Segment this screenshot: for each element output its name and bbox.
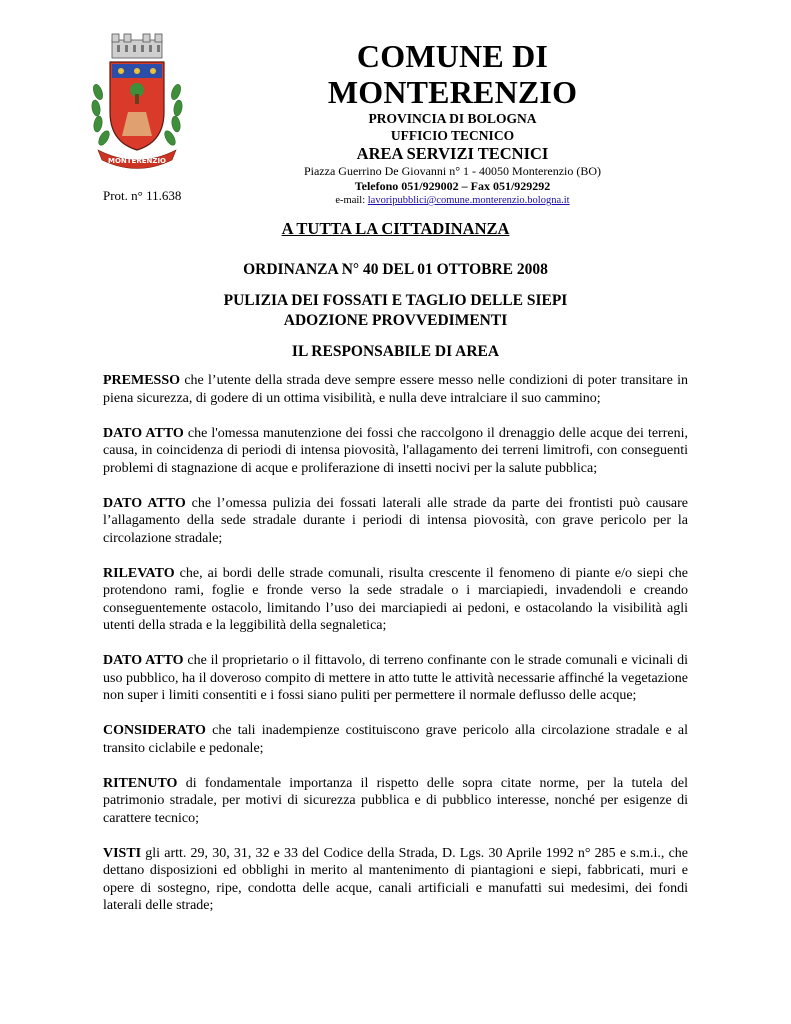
office-line: UFFICIO TECNICO xyxy=(390,128,515,143)
paragraph-lead: DATO ATTO xyxy=(103,653,184,668)
email-label: e-mail: xyxy=(335,195,368,206)
paragraph-lead: PREMESSO xyxy=(103,373,181,388)
paragraph-text: di fondamentale importanza il rispetto delle sopra citate norme, per la tutela del patrimonio stradale, per motivi di sicurezza pubblica e di pubblico interesse, nonché per esigenze di carattere tecnico; xyxy=(103,775,688,826)
paragraph-text: che l’omessa pulizia dei fossati laterali alle strade da parte dei frontisti può causare l’allagamento della sede stradale durante i periodi di intensa piovosità, con grave pericolo per la circolazione stradale; xyxy=(103,495,688,546)
ordinance-body xyxy=(103,372,688,932)
protocol-number: Prot. n° 11.638 xyxy=(103,188,182,203)
paragraph-text: gli artt. 29, 30, 31, 32 e 33 del Codice della Strada, D. Lgs. 30 Aprile 1992 n° 285 e s.m.i., che dettano disposizioni ed obblighi in merito al mantenimento di piantagioni e siepi, fabbricati, muri e opere di sostegno, ripe, condotta delle acque, canali artificiali e manufatti sui medesimi, dei fondi laterali delle strade; xyxy=(103,845,688,913)
municipality-title: COMUNE DI MONTERENZIO xyxy=(327,38,578,110)
paragraph-text: che l’utente della strada deve sempre essere messo nelle condizioni di poter transitare in piena sicurezza, di godere di un ottima visibilità, e nulla deve intralciare il suo cammino; xyxy=(103,373,688,406)
paragraph-dato-atto-1 xyxy=(103,425,688,478)
paragraph-considerato xyxy=(103,722,688,757)
paragraph-premesso xyxy=(103,372,688,407)
responsible-heading: IL RESPONSABILE DI AREA xyxy=(291,343,500,360)
letterhead xyxy=(230,38,675,208)
paragraph-visti xyxy=(103,845,688,915)
area-line: AREA SERVIZI TECNICI xyxy=(356,144,549,163)
subject-heading xyxy=(0,291,791,331)
paragraph-text: che l'omessa manutenzione dei fossi che raccolgono il drenaggio delle acque dei terreni, causa, in coincidenza di periodi di intensa piovosità, l'allagamento dei terreni limitrofi, con conseguenti problemi di stagnazione di acque e proliferazione di insetti nocivi per la salute pubblica; xyxy=(103,425,688,476)
paragraph-lead: DATO ATTO xyxy=(103,425,184,441)
svg-text:MONTERENZIO: MONTERENZIO xyxy=(108,157,166,165)
paragraph-text: che, ai bordi delle strade comunali, risulta crescente il fenomeno di piante e/o siepi che protendono rami, foglie e fronde verso la sede stradale o i marciapiedi, invadendoli e creando conseguentemente ostacolo, limitando l’uso dei marciapiedi ai pedoni, e ostacolando la visibilità agli utenti della strada e la leggibilità della segnaletica; xyxy=(103,565,688,633)
email-line xyxy=(230,194,675,208)
municipal-crest-logo xyxy=(88,32,186,170)
subject-line-2: ADOZIONE PROVVEDIMENTI xyxy=(283,312,508,329)
paragraph-text: che il proprietario o il fittavolo, di terreno confinante con le strade comunali e vicinali di uso pubblico, ha il doveroso compito di mettere in atto tutte le attività necessarie affinché la vegetazione non super i limiti consentiti e i fossi siano puliti per permettere il normale deflusso delle acque; xyxy=(103,653,688,703)
phone-line: Telefono 051/929002 – Fax 051/929292 xyxy=(354,179,551,193)
paragraph-lead: RITENUTO xyxy=(103,775,178,791)
paragraph-lead: VISTI xyxy=(103,845,142,861)
email-link[interactable]: lavoripubblici@comune.monterenzio.bologna.it xyxy=(367,195,570,206)
paragraph-dato-atto-2 xyxy=(103,495,688,548)
paragraph-rilevato xyxy=(103,565,688,635)
address-line: Piazza Guerrino De Giovanni n° 1 - 40050 Monterenzio (BO) xyxy=(303,164,602,178)
paragraph-text: che tali inadempienze costituiscono grave pericolo alla circolazione stradale e al transito ciclabile e pedonale; xyxy=(103,723,688,756)
audience-heading: A TUTTA LA CITTADINANZA xyxy=(281,219,510,238)
paragraph-lead: CONSIDERATO xyxy=(103,723,206,738)
paragraph-lead: DATO ATTO xyxy=(103,495,186,511)
ordinance-heading: ORDINANZA N° 40 DEL 01 OTTOBRE 2008 xyxy=(243,261,548,278)
province-line: PROVINCIA DI BOLOGNA xyxy=(368,111,537,126)
paragraph-ritenuto xyxy=(103,775,688,828)
paragraph-dato-atto-3 xyxy=(103,652,688,705)
subject-line-1: PULIZIA DEI FOSSATI E TAGLIO DELLE SIEPI xyxy=(223,292,568,309)
paragraph-lead: RILEVATO xyxy=(103,565,175,581)
